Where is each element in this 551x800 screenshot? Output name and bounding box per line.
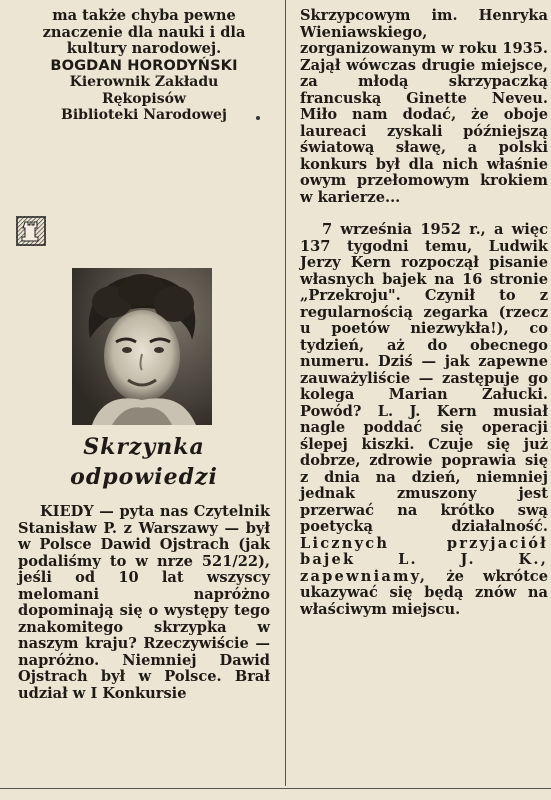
left-column-article bbox=[18, 504, 270, 702]
section-heading bbox=[18, 432, 270, 492]
bottom-rule bbox=[0, 788, 551, 789]
kern-paragraph bbox=[300, 222, 548, 618]
paragraph-gap bbox=[300, 206, 548, 222]
closing-paragraph: ma także chyba pewne znaczenie dla nauki i dla kultury narodowej. bbox=[42, 7, 246, 57]
kern-paragraph-spaced: Licznych przyjaciół bajek L. J. K., zapewniamy, bbox=[300, 534, 548, 585]
kern-paragraph-text: 7 września 1952 r., a więc 137 tygodni temu, Ludwik Jerzy Kern rozpoczął pisanie własnych bajek na 16 stronie „Przekroju". Czynił to z regularnością zegarka (rzecz u poetów niezwykła!), co tydzień, aż do obecnego numeru. Dziś — jak zapewne zauważyliście — zastępuje go kolega Marian Załucki. Powód? L. J. Kern musiał nagle poddać się operacji ślepej kiszki. Czuje się już dobrze, zdrowie poprawia się z dnia na dzień, niemniej jednak zmuszony jest przerwać na krótko swą poetycką działalność. bbox=[300, 221, 548, 535]
author-name: BOGDAN HORODYŃSKI bbox=[50, 56, 238, 74]
column-rule bbox=[285, 0, 286, 786]
author-title-line2: Rękopisów bbox=[102, 90, 186, 107]
left-column-top bbox=[18, 8, 270, 124]
heading-line2: odpowiedzi bbox=[70, 464, 218, 490]
reader-question-paragraph: KIEDY — pyta nas Czytelnik Stanisław P. z Warszawy — był w Polsce Dawid Ojstrach (jak podaliśmy to w nrze 521/22), jeśli od 10 lat wszyscy melomani napróżno dopominają się o występy tego znakomitego skrzypka w naszym kraju? Rzeczywiście — napróżno. Niemniej Dawid Ojstrach był w Polsce. Brał udział w I Konkursie bbox=[18, 503, 270, 702]
heading-line1: Skrzynka bbox=[83, 434, 205, 460]
rook-ornament-icon bbox=[16, 216, 46, 246]
author-title-line1: Kierownik Zakładu bbox=[69, 74, 219, 90]
kern-paragraph-end: że wkrótce ukazywać się będą znów na właściwym miejscu. bbox=[300, 567, 548, 618]
author-title-line3: Biblioteki Narodowej bbox=[61, 107, 227, 123]
competition-paragraph: Skrzypcowym im. Henryka Wieniawskiego, zorganizowanym w roku 1935. Zajął wówczas drugie miejsce, za młodą skrzypaczką francuską Ginette Neveu. Miło nam dodać, że oboje laureaci zyskali późniejszą światową sławę, a polski konkurs był dla nich właśnie owym przełomowym krokiem w karierze... bbox=[300, 7, 548, 206]
right-column bbox=[300, 8, 548, 618]
portrait-photo bbox=[72, 268, 212, 425]
bullet-dot bbox=[256, 116, 260, 120]
